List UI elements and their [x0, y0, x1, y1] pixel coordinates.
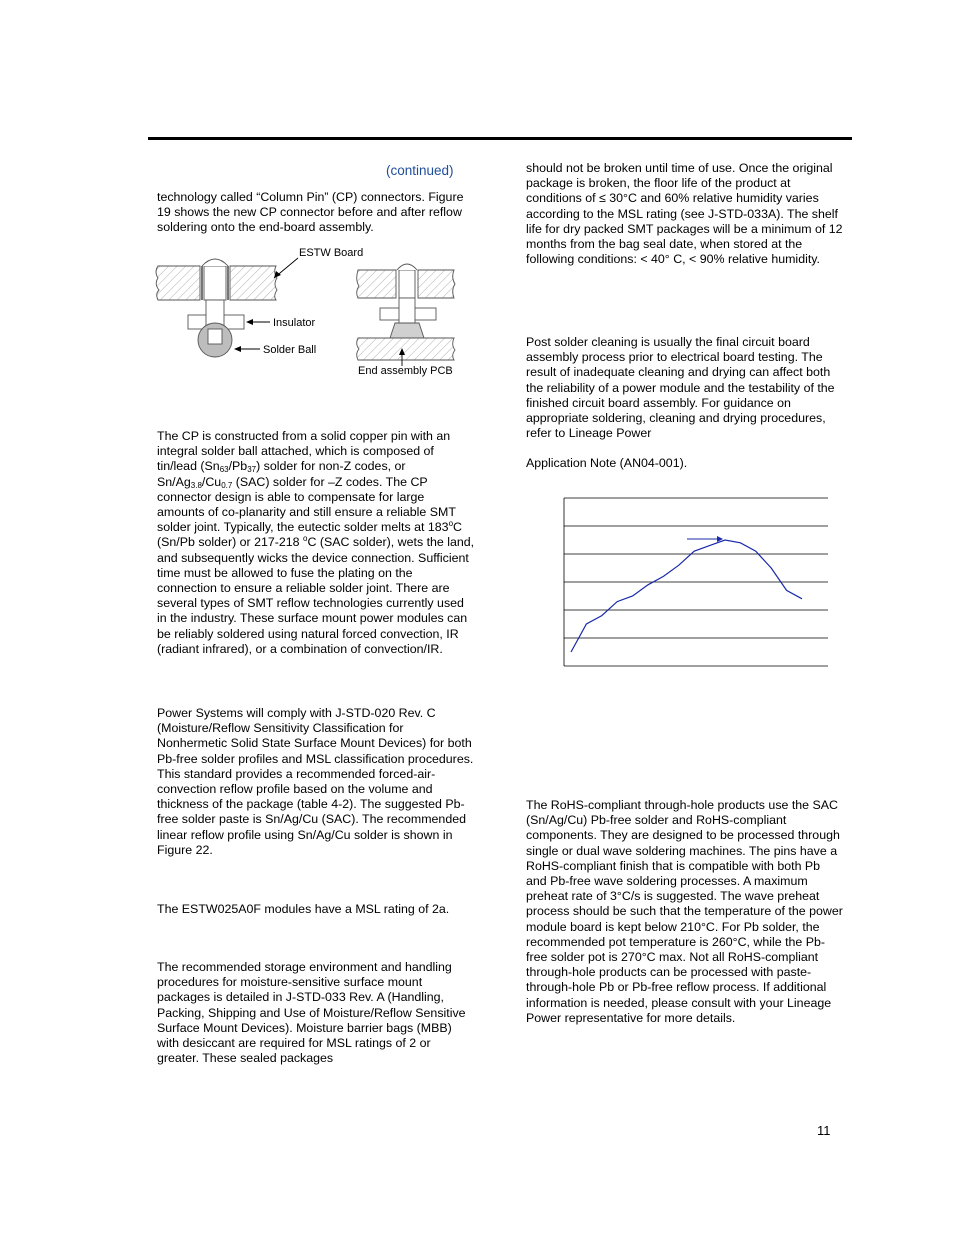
- continued-label: (continued): [386, 163, 454, 178]
- board-after: [357, 264, 455, 360]
- left-paragraph-1: technology called “Column Pin” (CP) connectors. Figure 19 shows the new CP connector before and after reflow soldering onto the end-board assembly.: [157, 190, 464, 235]
- reflow-profile-line: [571, 540, 802, 652]
- reflow-profile-chart: [556, 490, 832, 675]
- right-paragraph-4: The RoHS-compliant through-hole products use the SAC (Sn/Ag/Cu) Pb-free solder and RoHS-compliant components. They are designed to be processed through single or dual wave soldering machines. The pins have a RoHS-compliant finish that is compatible with both Pb and Pb-free wave soldering processes. A maximum preheat rate of 3°C/s is suggested. The wave preheat process should be such that the temperature of the power module board is kept below 210°C. For Pb solder, the recommended pot temperature is 260°C, while the Pb-free solder pot is 270°C max. Not all RoHS-compliant through-hole products can be processed with paste-through-hole Pb or Pb-free reflow process. If additional information is needed, please consult with your Lineage Power representative for more details.: [526, 798, 843, 1025]
- board-before: [156, 259, 277, 357]
- label-solder-ball: Solder Ball: [263, 344, 317, 356]
- right-paragraph-2: Post solder cleaning is usually the final circuit board assembly process prior to electrical board testing. The result of inadequate cleaning and drying can affect both the reliability of a power module and the testability of the finished circuit board assembly. For guidance on appropriate soldering, cleaning and drying procedures, refer to Lineage Power: [526, 335, 835, 441]
- label-end-assembly-pcb: End assembly PCB: [358, 365, 453, 377]
- label-estw-board: ESTW Board: [299, 247, 364, 259]
- left-paragraph-3: Power Systems will comply with J-STD-020 Rev. C (Moisture/Reflow Sensitivity Classification for Nonhermetic Solid State Surface Mount Devices) for both Pb-free solder profiles and MSL classification procedures. This standard provides a recommended forced-air-convection reflow profile based on the volume and thickness of the package (table 4-2). The suggested Pb-free solder paste is Sn/Ag/Cu (SAC). The recommended linear reflow profile using Sn/Ag/Cu solder is shown in Figure 22.: [157, 706, 474, 857]
- cp-connector-figure: [152, 240, 472, 385]
- left-paragraph-4: The ESTW025A0F modules have a MSL rating of 2a.: [157, 902, 450, 916]
- header-rule: [148, 137, 852, 140]
- page-number: 11: [817, 1123, 831, 1138]
- right-paragraph-3: Application Note (AN04-001).: [526, 456, 688, 470]
- left-paragraph-2: The CP is constructed from a solid copper pin with an integral solder ball attached, which is composed of tin/lead $(Sn_{63}/Pb_{37})$ solder for non-Z codes, or $Sn/Ag_{3.8}/Cu_{0.7}$ (SAC) solder for –Z codes. The CP connector design is able to compensate for large amounts of co-planarity and still ensure a reliable SMT solder joint. Typically, the eutectic solder melts at 183$^o$C (Sn/Pb solder) or 217-218 $^o$C (SAC solder), wets the land, and subsequently wicks the device connection. Sufficient time must be allowed to fuse the plating on the connection to ensure a reliable solder joint. There are several types of SMT reflow technologies currently used in the industry. These surface mount power modules can be reliably soldered using natural forced convection, IR (radiant infrared), or a combination of convection/IR.: [157, 429, 475, 656]
- left-paragraph-5: The recommended storage environment and handling procedures for moisture-sensitive surface mount packages is detailed in J-STD-033 Rev. A (Handling, Packing, Shipping and Use of Moisture/Reflow Sensitive Surface Mount Devices). Moisture barrier bags (MBB) with desiccant are required for MSL ratings of 2 or greater. These sealed packages: [157, 960, 466, 1066]
- right-paragraph-1: should not be broken until time of use. Once the original package is broken, the floor life of the product at conditions of ≤ 30°C and 60% relative humidity varies according to the MSL rating (see J-STD-033A). The shelf life for dry packed SMT packages will be a minimum of 12 months from the bag seal date, when stored at the following conditions: < 40° C, < 90% relative humidity.: [526, 161, 843, 267]
- label-insulator: Insulator: [273, 317, 316, 329]
